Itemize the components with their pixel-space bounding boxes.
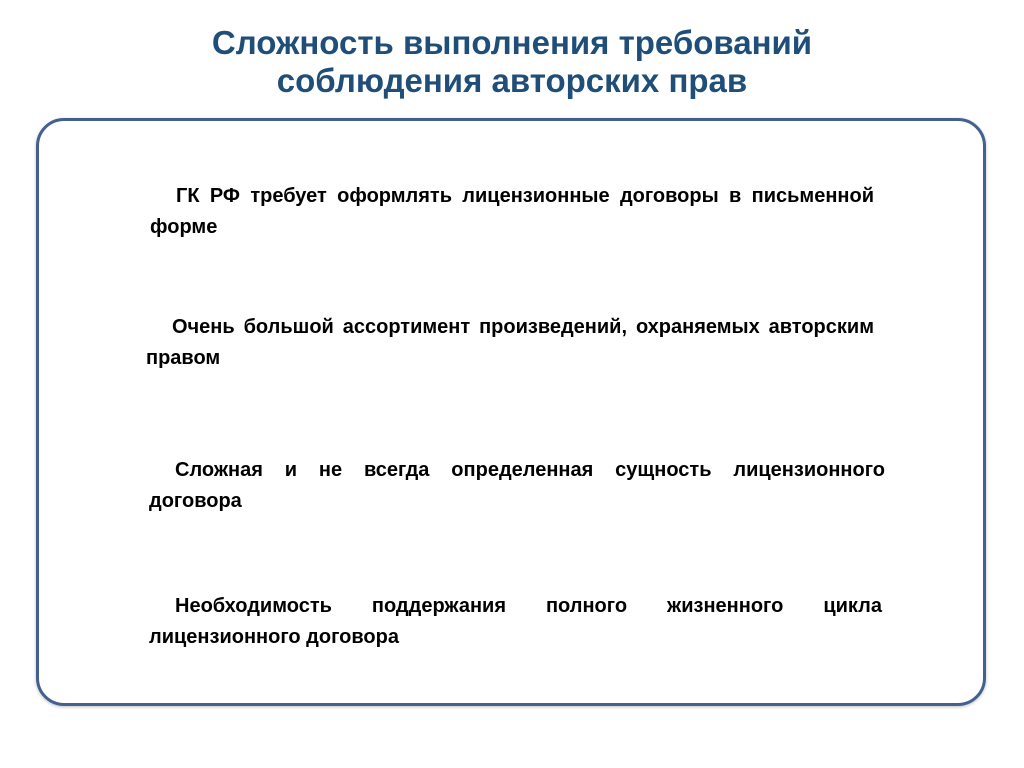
title-line-1: Сложность выполнения требований [211, 24, 813, 61]
point-4: Необходимость поддержания полного жизненного цикла лицензионного договора [149, 595, 882, 648]
title-line-2: соблюдения авторских прав [276, 62, 748, 99]
slide-title [0, 24, 1024, 100]
point-1: ГК РФ требует оформлять лицензионные договоры в письменной форме [150, 185, 874, 238]
point-2: Очень большой ассортимент произведений, охраняемых авторским правом [146, 316, 874, 369]
point-3: Сложная и не всегда определенная сущность лицензионного договора [149, 459, 885, 512]
